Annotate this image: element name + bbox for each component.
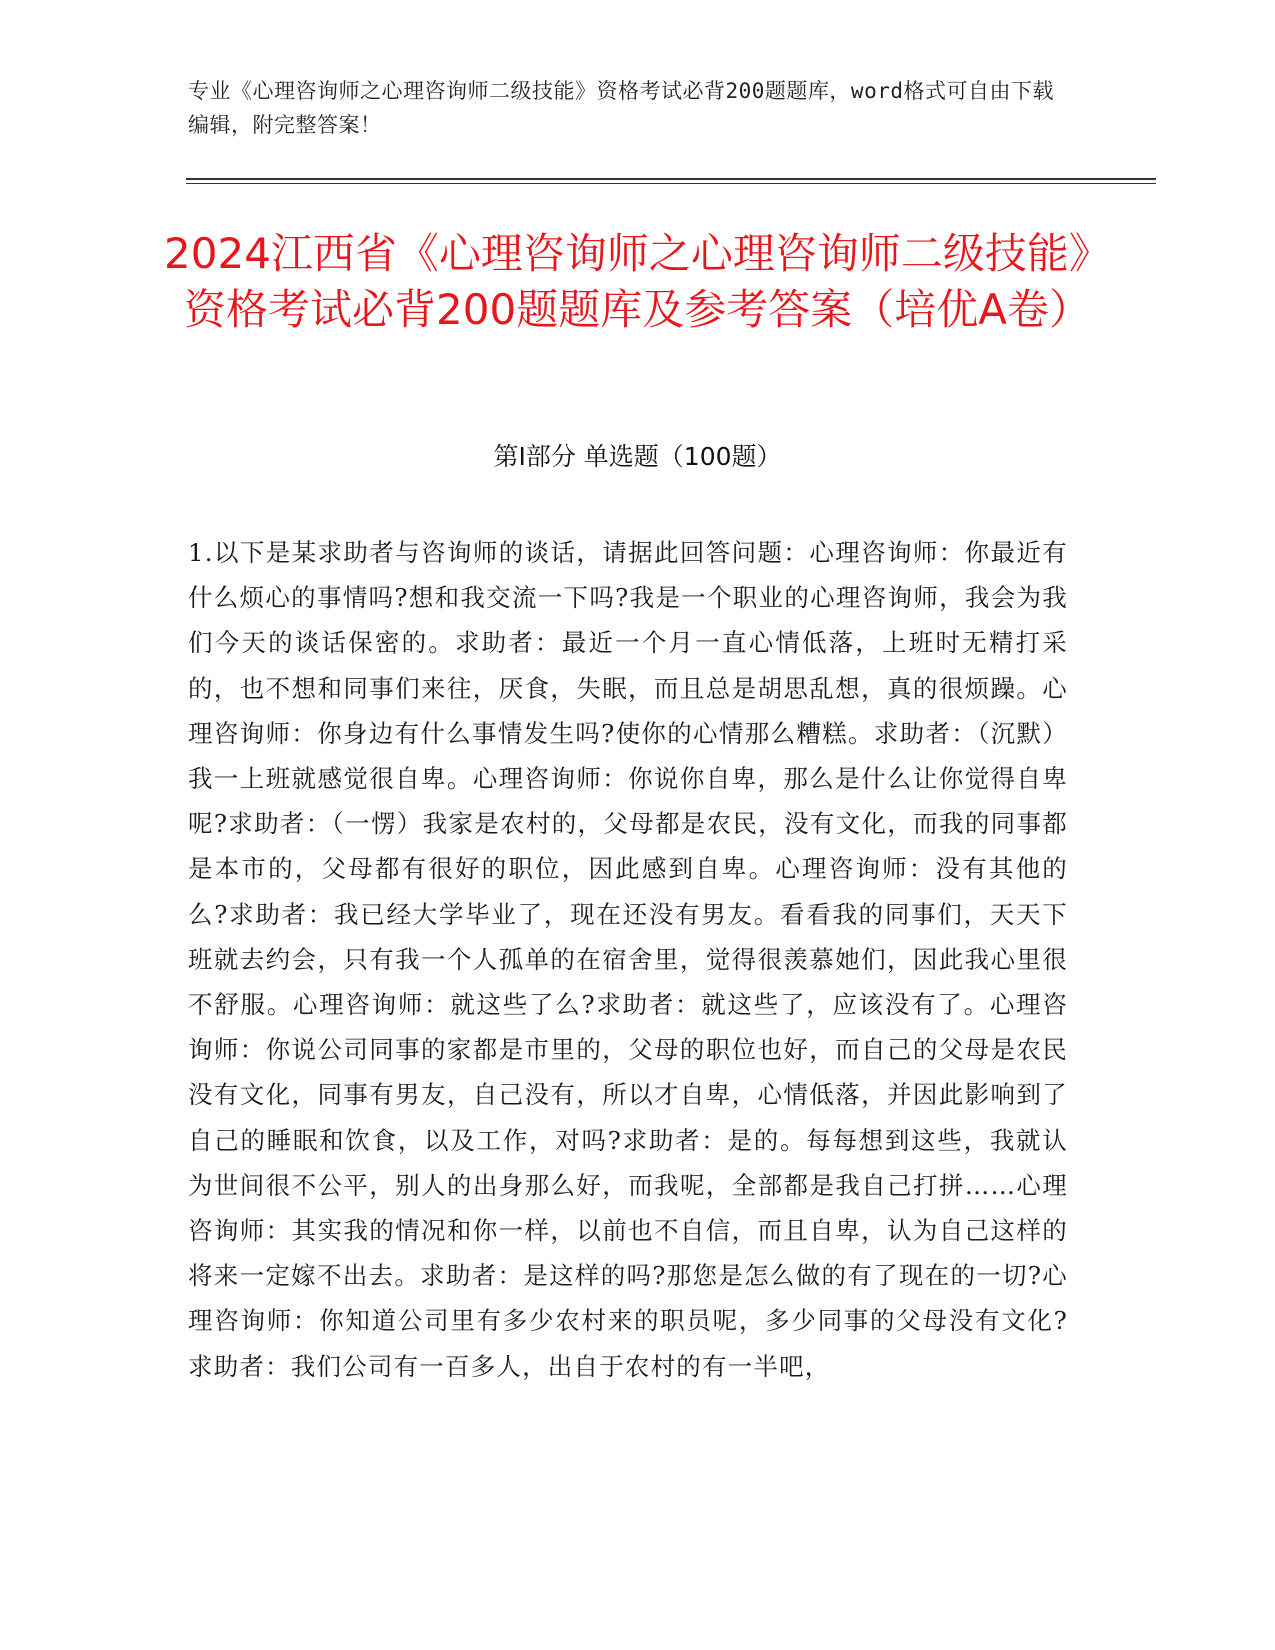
question-1 — [188, 530, 1068, 1389]
section-heading: 第Ⅰ部分 单选题（100题） — [493, 442, 782, 471]
header-note: 专业《心理咨询师之心理咨询师二级技能》资格考试必背200题题库，word格式可自由下载编辑，附完整答案！ — [188, 79, 1054, 137]
document-title: 2024江西省《心理咨询师之心理咨询师二级技能》资格考试必背200题题库及参考答案（培优A卷） — [164, 229, 1111, 334]
header-divider-thin — [186, 183, 1156, 184]
question-text: 以下是某求助者与咨询师的谈话，请据此回答问题：心理咨询师：你最近有什么烦心的事情吗?想和我交流一下吗?我是一个职业的心理咨询师，我会为我们今天的谈话保密的。求助者：最近一个月一直心情低落，上班时无精打采的，也不想和同事们来往，厌食，失眠，而且总是胡思乱想，真的很烦躁。心理咨询师：你身边有什么事情发生吗?使你的心情那么糟糕。求助者：（沉默）我一上班就感觉很自卑。心理咨询师：你说你自卑，那么是什么让你觉得自卑呢?求助者：（一愣）我家是农村的，父母都是农民，没有文化，而我的同事都是本市的，父母都有很好的职位，因此感到自卑。心理咨询师：没有其他的么?求助者：我已经大学毕业了，现在还没有男友。看看我的同事们，天天下班就去约会，只有我一个人孤单的在宿舍里，觉得很羡慕她们，因此我心里很不舒服。心理咨询师：就这些了么?求助者：就这些了，应该没有了。心理咨询师：你说公司同事的家都是市里的，父母的职位也好，而自己的父母是农民没有文化，同事有男友，自己没有，所以才自卑，心情低落，并因此影响到了自己的睡眠和饮食，以及工作，对吗?求助者：是的。每每想到这些，我就认为世间很不公平，别人的出身那么好，而我呢，全部都是我自己打拼……心理咨询师：其实我的情况和你一样，以前也不自信，而且自卑，认为自己这样的将来一定嫁不出去。求助者：是这样的吗?那您是怎么做的有了现在的一切?心理咨询师：你知道公司里有多少农村来的职员呢，多少同事的父母没有文化?求助者：我们公司有一百多人，出自于农村的有一半吧， — [188, 538, 1068, 1381]
header-divider-thick — [186, 178, 1156, 180]
question-number: 1. — [188, 538, 214, 567]
